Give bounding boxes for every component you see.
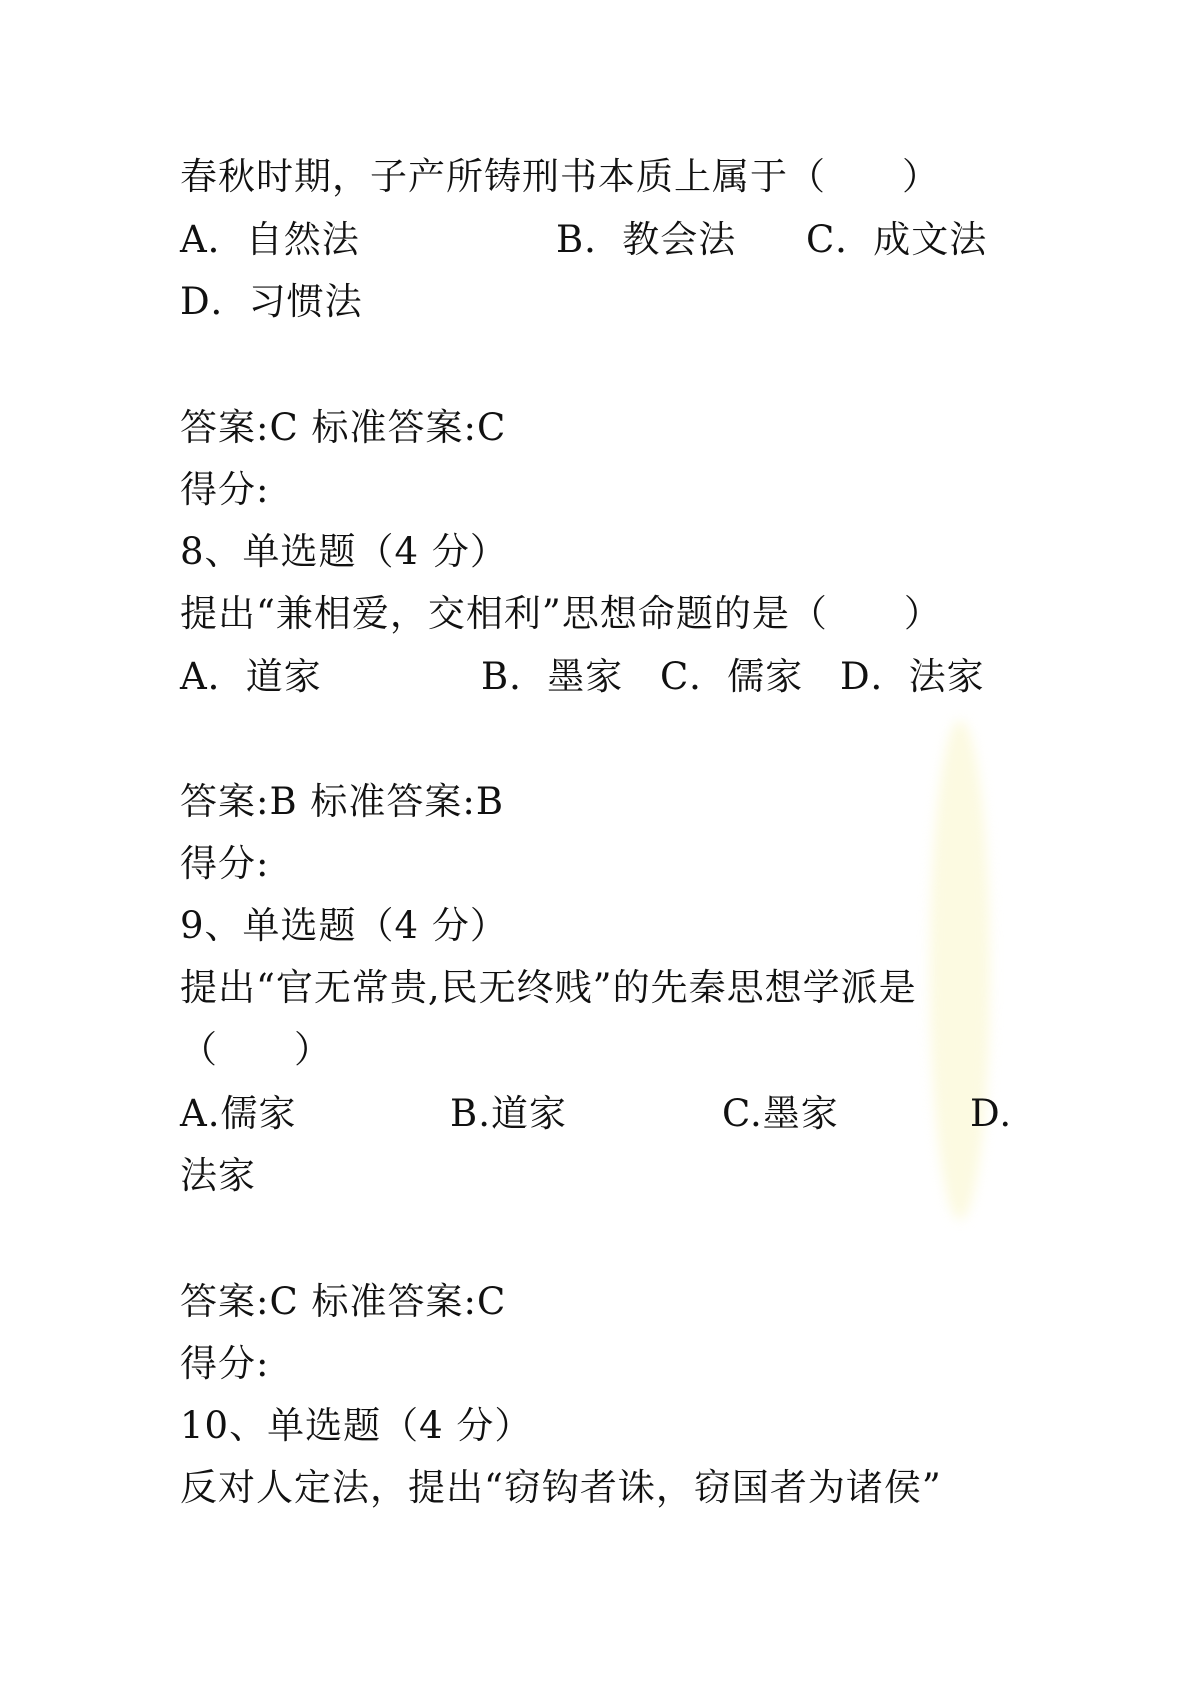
q7-option-a: A．自然法: [180, 218, 360, 261]
q7-score: 得分:: [180, 468, 270, 511]
q8-stem: 提出“兼相爱，交相利”思想命题的是（ ）: [180, 592, 942, 635]
q8-answer: 答案:B 标准答案:B: [180, 780, 505, 823]
q7-option-d: D．习惯法: [180, 280, 363, 323]
q9-stem: 提出“官无常贵,民无终贱”的先秦思想学派是: [180, 966, 917, 1009]
q10-header: 10、单选题（4 分）: [180, 1404, 533, 1447]
q7-option-c: C．成文法: [806, 218, 988, 261]
q9-header: 9、单选题（4 分）: [180, 904, 508, 947]
q8-option-c: C．儒家: [660, 655, 804, 698]
q7-option-b: B．教会法: [556, 218, 737, 261]
q9-answer: 答案:C 标准答案:C: [180, 1280, 507, 1323]
q8-option-b: B．墨家: [481, 655, 624, 698]
q9-stem-continued: （ ）: [180, 1028, 332, 1071]
q7-stem: 春秋时期，子产所铸刑书本质上属于（ ）: [180, 155, 940, 198]
q9-option-d-text: 法家: [180, 1154, 256, 1197]
q9-option-d-label: D.: [970, 1092, 1013, 1135]
scan-stain: [930, 720, 990, 1220]
q8-score: 得分:: [180, 842, 270, 885]
q9-option-b: B.道家: [450, 1092, 567, 1135]
q9-option-a: A.儒家: [180, 1092, 297, 1135]
q8-option-a: A．道家: [180, 655, 322, 698]
q8-option-d: D．法家: [840, 655, 985, 698]
q10-stem: 反对人定法，提出“窃钩者诛，窃国者为诸侯”: [180, 1466, 942, 1509]
q9-score: 得分:: [180, 1342, 270, 1385]
q7-answer: 答案:C 标准答案:C: [180, 406, 507, 449]
q9-option-c: C.墨家: [722, 1092, 839, 1135]
q8-header: 8、单选题（4 分）: [180, 530, 508, 573]
